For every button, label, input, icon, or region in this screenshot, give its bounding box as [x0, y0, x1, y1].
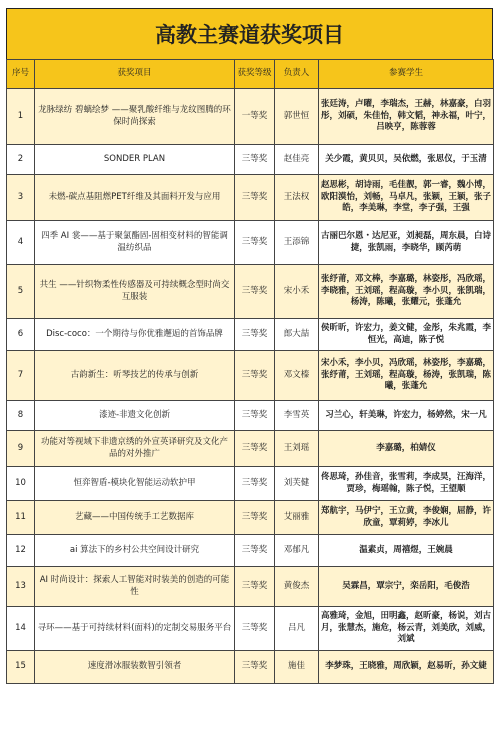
award-level: 三等奖 — [235, 535, 275, 567]
award-level: 一等奖 — [235, 89, 275, 145]
header-project: 获奖项目 — [35, 60, 235, 89]
row-number: 14 — [7, 607, 35, 651]
leader-name: 艾丽雅 — [275, 501, 319, 535]
row-number: 8 — [7, 401, 35, 431]
table-row — [7, 501, 494, 535]
student-list: 佟思琦，孙佳音，张雪莉，李成昊，汪海洋，贾珍，梅瑶翰，陈子悦，王望顺 — [319, 467, 494, 501]
page-title: 高教主赛道获奖项目 — [6, 8, 493, 60]
table-row — [7, 175, 494, 221]
project-name: ai 算法下的乡村公共空间设计研究 — [35, 535, 235, 567]
table-row — [7, 467, 494, 501]
leader-name: 施佳 — [275, 651, 319, 684]
table-row — [7, 89, 494, 145]
student-list: 习兰心，轩美琳，许宏力，杨婷然，宋一凡 — [319, 401, 494, 431]
table-row — [7, 145, 494, 175]
award-level: 三等奖 — [235, 265, 275, 319]
header-award: 获奖等级 — [235, 60, 275, 89]
project-name: 艺藏——中国传统手工艺数据库 — [35, 501, 235, 535]
row-number: 6 — [7, 319, 35, 351]
award-level: 三等奖 — [235, 221, 275, 265]
student-list: 关少霞，黄贝贝，吴依燃，张思仪，于玉清 — [319, 145, 494, 175]
project-name: AI 时尚设计：探索人工智能对时装美的创造的可能性 — [35, 567, 235, 607]
award-sheet — [6, 8, 493, 743]
project-name: 龙脉绿纺 碧螭绘梦 ——聚乳酸纤维与龙纹图腾的环保时尚探索 — [35, 89, 235, 145]
row-number: 13 — [7, 567, 35, 607]
award-level: 三等奖 — [235, 401, 275, 431]
table-row — [7, 535, 494, 567]
student-list: 赵思彬，胡诗雨，毛佳靓，郭一睿，魏小博，欧阳漠怡，刘畅，马卓凡，张颖，王颖，张子皓，李美琳，李堂，李子强，王强 — [319, 175, 494, 221]
project-name: 恒弈智盾-模块化智能运动软护甲 — [35, 467, 235, 501]
student-list: 张纾莆，邓文棒，李嘉璐，林姿彤，冯欣瑶，李晓雅，王刘瑶，程高璇，李小贝，张凯瑞，杨涛，陈曦，张耀元，张蓬允 — [319, 265, 494, 319]
row-number: 9 — [7, 431, 35, 467]
award-level: 三等奖 — [235, 651, 275, 684]
student-list: 温素贞，周禧煜，王婉晨 — [319, 535, 494, 567]
row-number: 1 — [7, 89, 35, 145]
leader-name: 宋小禾 — [275, 265, 319, 319]
project-name: 未燃-碳点基阻燃PET纤维及其面料开发与应用 — [35, 175, 235, 221]
leader-name: 赵佳亮 — [275, 145, 319, 175]
student-list: 宋小禾，李小贝，冯欣瑶，林姿彤，李嘉璐，张纾莆，王刘瑶，程高璇，杨涛，张凯瑞，陈曦，张蓬允 — [319, 351, 494, 401]
row-number: 12 — [7, 535, 35, 567]
student-list: 李梦珠，王晓雅，周欣颖，赵易昕，孙文婕 — [319, 651, 494, 684]
award-level: 三等奖 — [235, 607, 275, 651]
row-number: 11 — [7, 501, 35, 535]
leader-name: 郭世恒 — [275, 89, 319, 145]
project-name: 寻环——基于可持续材料(面料)的定制交易服务平台 — [35, 607, 235, 651]
project-name: 古韵新生：听琴技艺的传承与创新 — [35, 351, 235, 401]
award-level: 三等奖 — [235, 431, 275, 467]
table-row — [7, 431, 494, 467]
table-row — [7, 221, 494, 265]
table-row — [7, 401, 494, 431]
student-list: 李嘉璐，柏婧仪 — [319, 431, 494, 467]
student-list: 吴霖昌，覃宗宁，栾岳阳，毛俊浩 — [319, 567, 494, 607]
award-level: 三等奖 — [235, 319, 275, 351]
table-row — [7, 319, 494, 351]
project-name: 共生 ——针织物柔性传感器及可持续概念型时尚交互服装 — [35, 265, 235, 319]
leader-name: 邓文榛 — [275, 351, 319, 401]
leader-name: 黄俊杰 — [275, 567, 319, 607]
award-level: 三等奖 — [235, 351, 275, 401]
leader-name: 邓郁凡 — [275, 535, 319, 567]
project-name: 四季 AI 裳——基于聚氯酯固-固相变材料的智能调温纺织品 — [35, 221, 235, 265]
row-number: 2 — [7, 145, 35, 175]
student-list: 郑航宇，马伊宁，王立黄，李俊娴，屈静，许欣童，覃莉婷，李冰儿 — [319, 501, 494, 535]
row-number: 5 — [7, 265, 35, 319]
leader-name: 刘芙健 — [275, 467, 319, 501]
student-list: 张廷涛，卢曜，李瑞杰，王赫，林嘉豪，白羽彤，刘硕，朱佳怡，韩文韬，神永福，叶宁，吕映亨，陈蓉蓉 — [319, 89, 494, 145]
table-row — [7, 351, 494, 401]
award-level: 三等奖 — [235, 501, 275, 535]
leader-name: 李雪英 — [275, 401, 319, 431]
award-level: 三等奖 — [235, 175, 275, 221]
leader-name: 郎大喆 — [275, 319, 319, 351]
row-number: 15 — [7, 651, 35, 684]
project-name: SONDER PLAN — [35, 145, 235, 175]
header-students: 参赛学生 — [319, 60, 494, 89]
table-row — [7, 651, 494, 684]
row-number: 3 — [7, 175, 35, 221]
table-row — [7, 265, 494, 319]
student-list: 侯昕昕，许宏力，姜文健，金彤，朱兆霞，李恒光，高迪，陈子悦 — [319, 319, 494, 351]
project-name: Disc-coco：一个期待与你优雅邂逅的首饰品牌 — [35, 319, 235, 351]
leader-name: 王法权 — [275, 175, 319, 221]
award-level: 三等奖 — [235, 467, 275, 501]
leader-name: 吕凡 — [275, 607, 319, 651]
student-list: 古丽巴尔恩・达尼亚，刘昶磊，周东晨，白诗捷，张凯雨，李晓华，顾芮萌 — [319, 221, 494, 265]
header-no: 序号 — [7, 60, 35, 89]
header-leader: 负责人 — [275, 60, 319, 89]
row-number: 7 — [7, 351, 35, 401]
table-header-row — [7, 60, 494, 89]
table-row — [7, 607, 494, 651]
leader-name: 王添锦 — [275, 221, 319, 265]
student-list: 高雅琦，金旭，田明鑫，赵昕豪，杨说，刘古月，张慧杰，施危，杨云青，刘美欣，刘威，刘斌 — [319, 607, 494, 651]
project-name: 漆迹-非遗文化创新 — [35, 401, 235, 431]
award-level: 三等奖 — [235, 567, 275, 607]
project-name: 功能对等视域下非遗京绣的外宣英译研究及文化产品的对外推广 — [35, 431, 235, 467]
project-name: 速度滑冰服装数智引领者 — [35, 651, 235, 684]
row-number: 10 — [7, 467, 35, 501]
row-number: 4 — [7, 221, 35, 265]
award-table — [6, 59, 494, 684]
award-level: 三等奖 — [235, 145, 275, 175]
table-row — [7, 567, 494, 607]
leader-name: 王刘瑶 — [275, 431, 319, 467]
